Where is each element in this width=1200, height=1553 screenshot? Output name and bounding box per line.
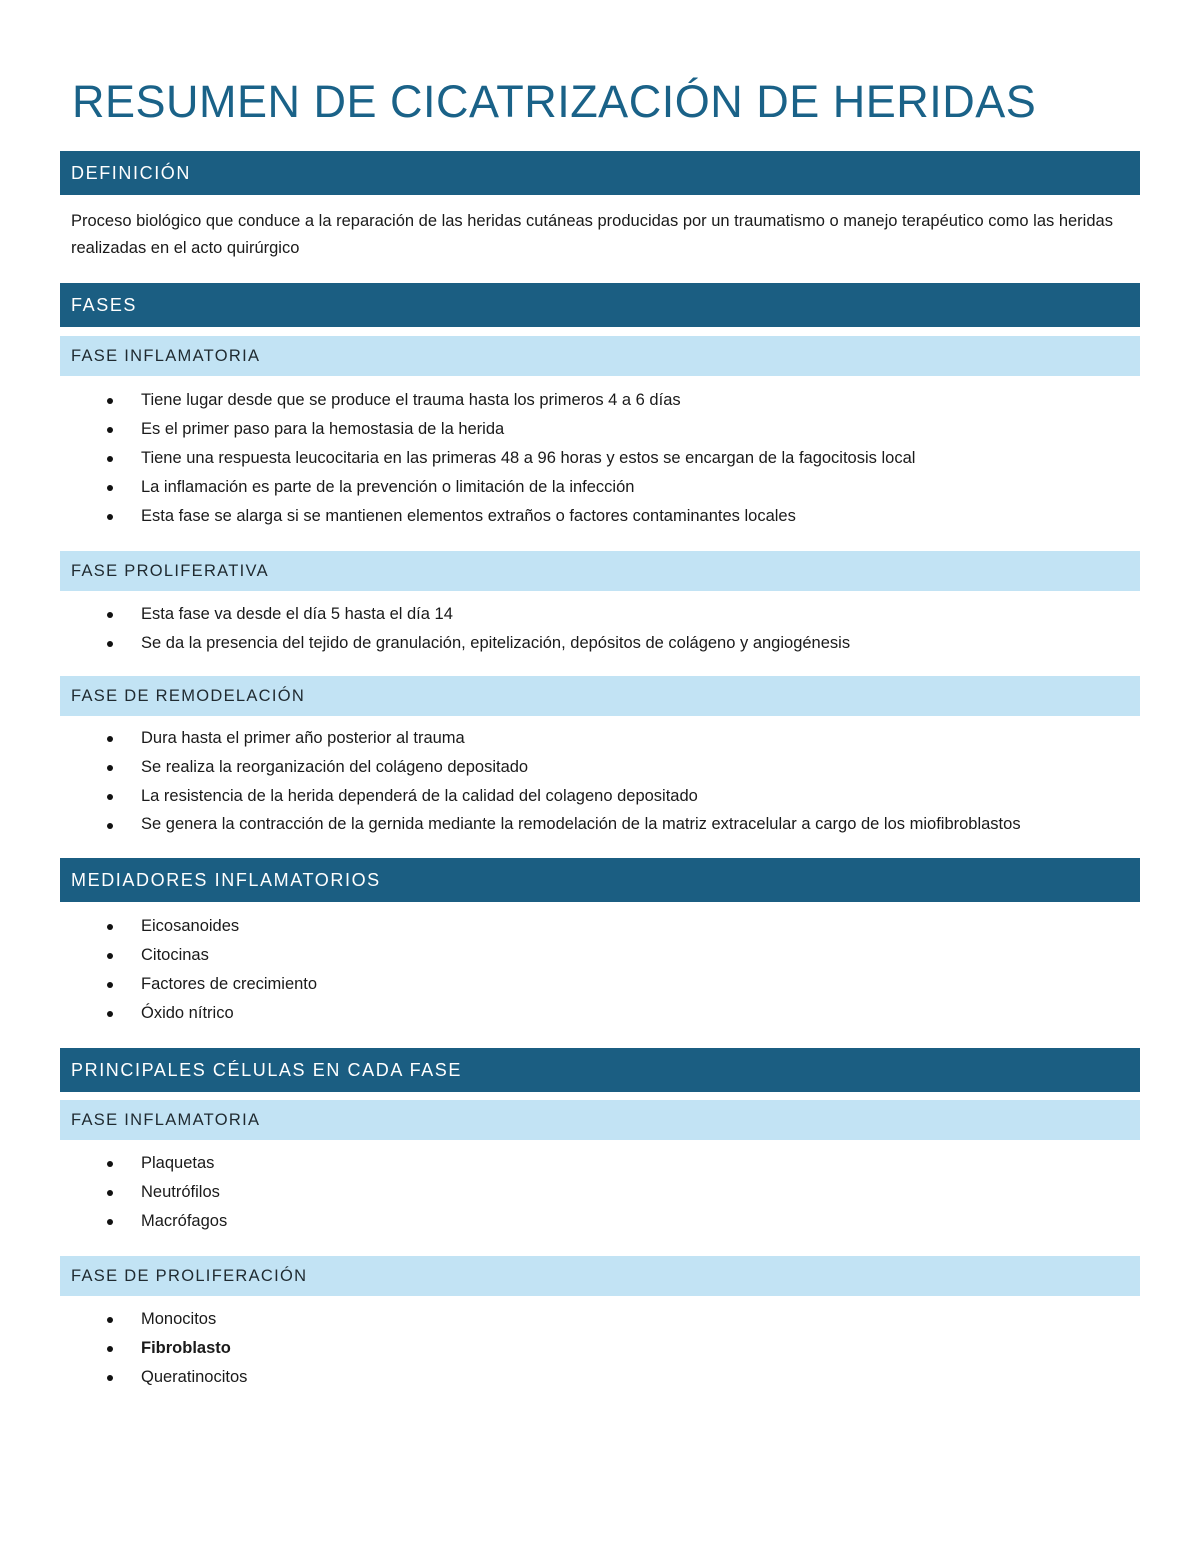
list-item: Fibroblasto [60,1334,1041,1363]
list-fase-inflamatoria [60,386,1140,531]
subheader-celulas-proliferacion: FASE DE PROLIFERACIÓN [60,1256,1140,1296]
list-item: Tiene una respuesta leucocitaria en las primeras 48 a 96 horas y estos se encargan de la fagocitosis local [60,444,1041,473]
list-item: Macrófagos [60,1207,1041,1236]
document-page [60,74,1140,1392]
list-celulas-inflamatoria [60,1149,1140,1236]
list-item: Tiene lugar desde que se produce el trauma hasta los primeros 4 a 6 días [60,386,1041,415]
list-item: Queratinocitos [60,1363,1041,1392]
section-header-fases: FASES [60,283,1140,327]
list-item: Citocinas [60,941,1041,970]
list-item: Factores de crecimiento [60,970,1041,999]
list-item: Óxido nítrico [60,999,1041,1028]
list-item: Monocitos [60,1305,1041,1334]
list-item: Eicosanoides [60,912,1041,941]
subheader-fase-remodelacion: FASE DE REMODELACIÓN [60,676,1140,716]
list-item: Esta fase se alarga si se mantienen elementos extraños o factores contaminantes locales [60,502,1041,531]
list-item: Se realiza la reorganización del colágeno depositado [60,753,1041,782]
document-title: RESUMEN DE CICATRIZACIÓN DE HERIDAS [72,76,1037,127]
list-item: Esta fase va desde el día 5 hasta el día 14 [60,600,1041,629]
subheader-celulas-inflamatoria: FASE INFLAMATORIA [60,1100,1140,1140]
list-item: Neutrófilos [60,1178,1041,1207]
list-item: Dura hasta el primer año posterior al trauma [60,724,1041,753]
subheader-fase-proliferativa: FASE PROLIFERATIVA [60,551,1140,591]
list-mediadores [60,912,1140,1028]
list-item: La inflamación es parte de la prevención o limitación de la infección [60,473,1041,502]
list-fase-remodelacion [60,724,1140,838]
section-header-celulas: PRINCIPALES CÉLULAS EN CADA FASE [60,1048,1140,1092]
list-celulas-proliferacion [60,1305,1140,1392]
list-item: Se da la presencia del tejido de granulación, epitelización, depósitos de colágeno y angiogénesis [60,629,1041,658]
section-header-definicion: DEFINICIÓN [60,151,1140,195]
section-header-mediadores: MEDIADORES INFLAMATORIOS [60,858,1140,902]
list-fase-proliferativa [60,600,1140,658]
list-item: Plaquetas [60,1149,1041,1178]
list-item: Se genera la contracción de la gernida mediante la remodelación de la matriz extracelular a cargo de los miofibroblastos [60,811,1041,838]
subheader-fase-inflamatoria: FASE INFLAMATORIA [60,336,1140,376]
definicion-text: Proceso biológico que conduce a la reparación de las heridas cutáneas producidas por un traumatismo o manejo terapéutico como las heridas realizadas en el acto quirúrgico [71,212,1113,257]
list-item: La resistencia de la herida dependerá de la calidad del colageno depositado [60,782,1041,811]
list-item: Es el primer paso para la hemostasia de la herida [60,415,1041,444]
